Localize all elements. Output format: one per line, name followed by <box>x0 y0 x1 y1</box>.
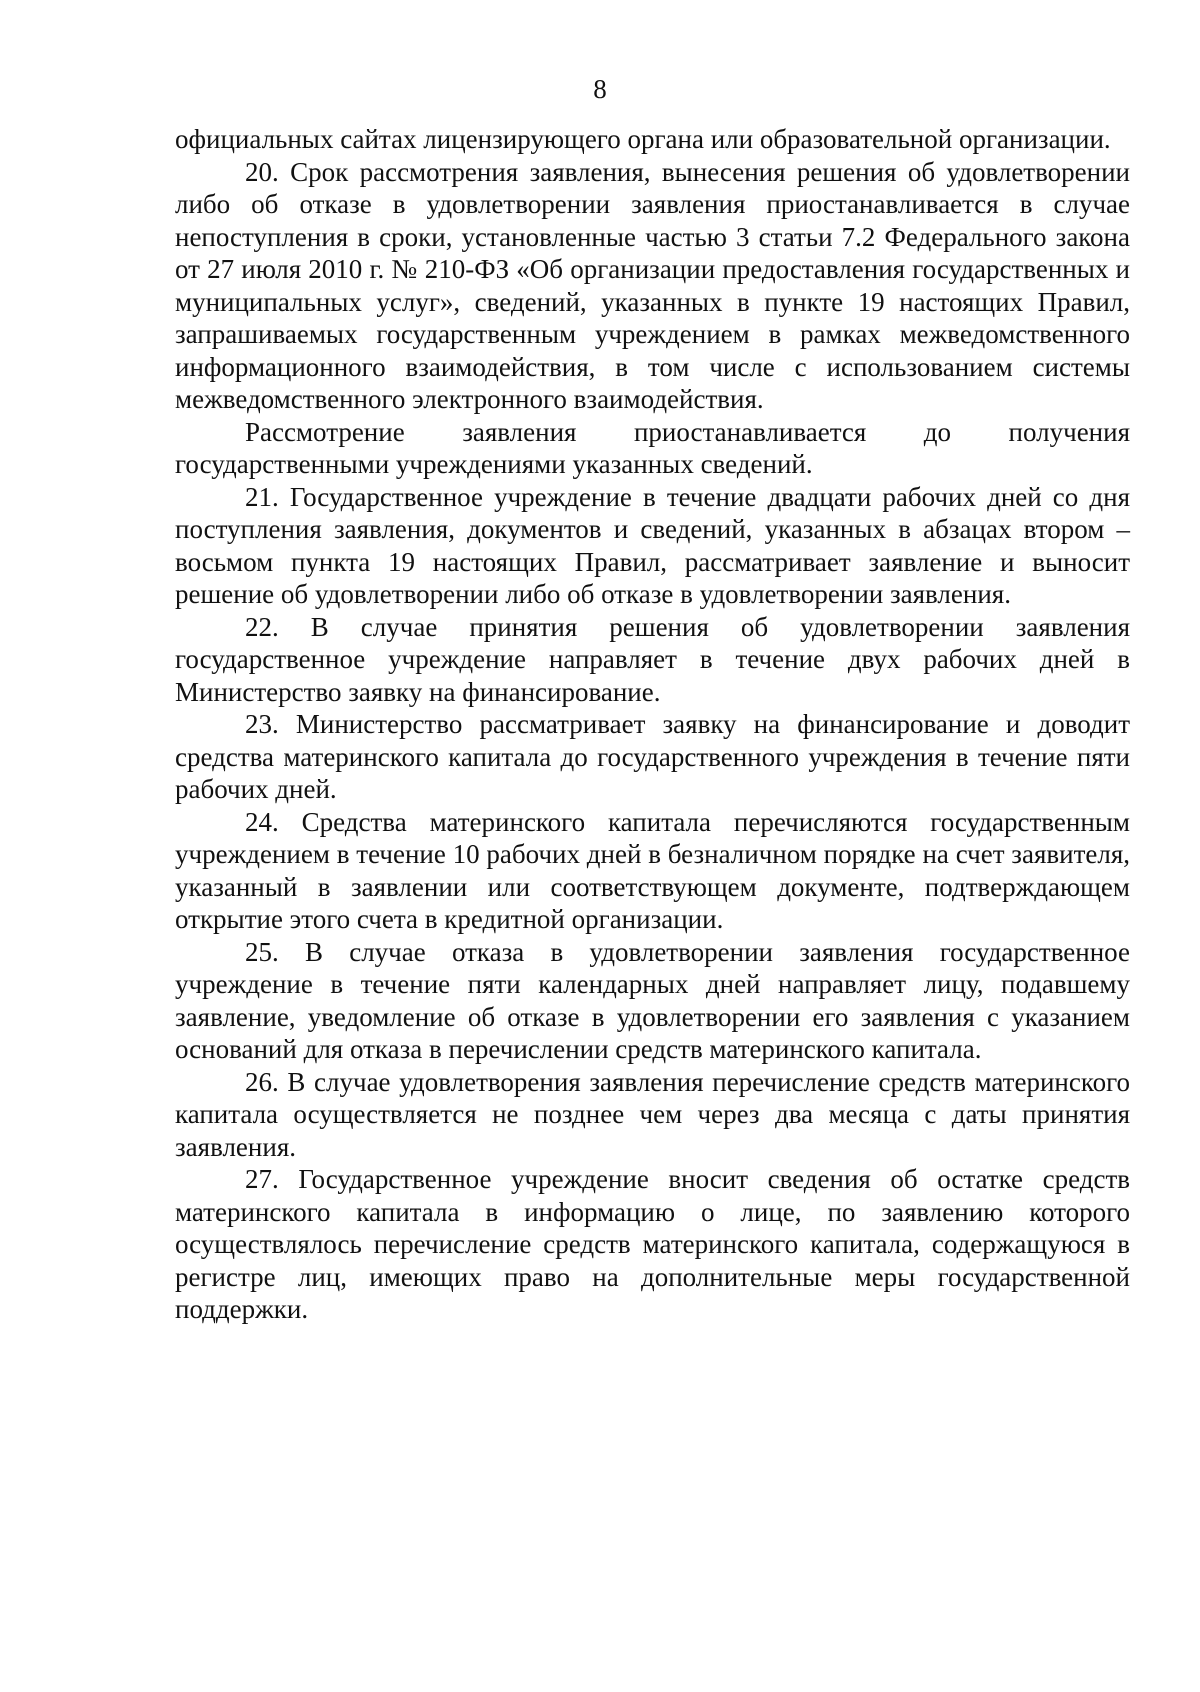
paragraph-continuation: официальных сайтах лицензирующего органа или образовательной организации. <box>175 124 1111 154</box>
paragraph-20-suspension: Рассмотрение заявления приостанавливается до получения государственными учреждениями указанных сведений. <box>175 416 1130 479</box>
paragraph-22: 22. В случае принятия решения об удовлетворении заявления государственное учреждение направляет в течение двух рабочих дней в Министерство заявку на финансирование. <box>175 611 1130 707</box>
paragraph-23: 23. Министерство рассматривает заявку на финансирование и доводит средства материнского капитала до государственного учреждения в течение пяти рабочих дней. <box>175 709 1130 804</box>
paragraph-20: 20. Срок рассмотрения заявления, вынесения решения об удовлетворении либо об отказе в удовлетворении заявления приостанавливается в случае непоступления в сроки, установленные частью 3 статьи 7.2 Федерального закона от 27 июля 2010 г. № 210-ФЗ «Об организации предоставления государственных и муниципальных услуг», сведений, указанных в пункте 19 настоящих Правил, запрашиваемых государственным учреждением в рамках межведомственного информационного взаимодействия, в том числе с использованием системы межведомственного электронного взаимодействия. <box>175 156 1130 414</box>
page-number: 8 <box>593 74 607 104</box>
document-body <box>175 123 1130 1326</box>
paragraph-26: 26. В случае удовлетворения заявления перечисление средств материнского капитала осуществляется не позднее чем через два месяца с даты принятия заявления. <box>175 1066 1130 1162</box>
paragraph-25: 25. В случае отказа в удовлетворении заявления государственное учреждение в течение пяти календарных дней направляет лицу, подавшему заявление, уведомление об отказе в удовлетворении его заявления с указанием оснований для отказа в перечислении средств материнского капитала. <box>175 936 1130 1064</box>
paragraph-27: 27. Государственное учреждение вносит сведения об остатке средств материнского капитала в информацию о лице, по заявлению которого осуществлялось перечисление средств материнского капитала, содержащуюся в регистре лиц, имеющих право на дополнительные меры государственной поддержки. <box>175 1164 1130 1324</box>
paragraph-24: 24. Средства материнского капитала перечисляются государственным учреждением в течение 10 рабочих дней в безналичном порядке на счет заявителя, указанный в заявлении или соответствующем документе, подтверждающем открытие этого счета в кредитной организации. <box>175 806 1130 934</box>
paragraph-21: 21. Государственное учреждение в течение двадцати рабочих дней со дня поступления заявления, документов и сведений, указанных в абзацах втором – восьмом пункта 19 настоящих Правил, рассматривает заявление и выносит решение об удовлетворении либо об отказе в удовлетворении заявления. <box>175 481 1130 609</box>
